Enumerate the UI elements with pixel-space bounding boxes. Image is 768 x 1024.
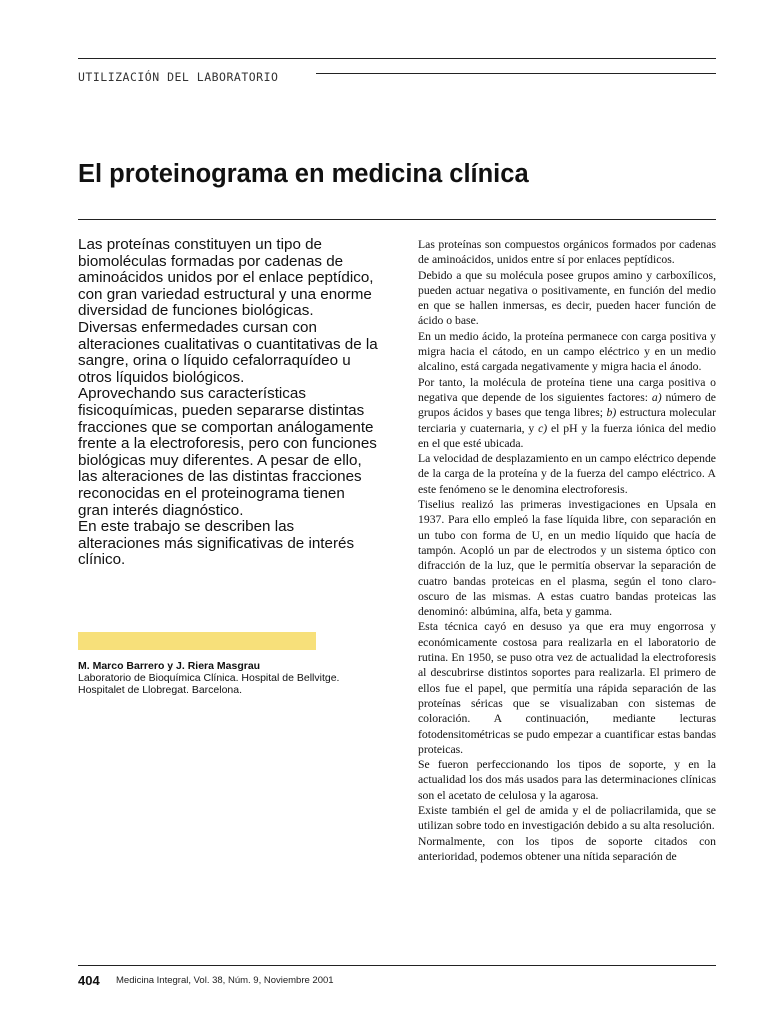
footer-rule [78,965,716,966]
body-paragraph: Se fueron perfeccionando los tipos de soporte, y en la actualidad los dos más usados para las determinaciones clínicas son el acetato de celulosa y la agarosa. [418,758,716,802]
factor-c-text: el pH y la fuerza iónica del medio en el que esté ubicada. [418,421,716,450]
factors-intro: Por tanto, la molécula de proteína tiene una carga positiva o negativa que depende de los siguientes factores: [418,375,716,404]
body-column [418,237,716,864]
abstract-paragraph: Diversas enfermedades cursan con alteraciones cualitativas o cuantitativas de la sangre, orina o líquido cefalorraquídeo u otros líquidos biológicos. [78,318,378,386]
abstract-paragraph: Las proteínas constituyen un tipo de biomoléculas formadas por cadenas de aminoácidos unidos por el enlace peptídico, con gran variedad estructural y una enorme diversidad de funciones biológicas. [78,236,374,320]
author-affiliation: Laboratorio de Bioquímica Clínica. Hospital de Bellvitge. Hospitalet de Llobregat. Barcelona. [78,672,340,697]
top-rule [78,58,716,59]
abstract-paragraph: Aprovechando sus características fisicoquímicas, pueden separarse distintas fracciones que se comportan análogamente frente a la electroforesis, pero con funciones biológicas muy diferentes. A pesar de ello, las alteraciones de las distintas fracciones reconocidas en el proteinograma tienen gran interés diagnóstico. [78,385,377,519]
section-rule [316,73,716,74]
abstract-paragraph: En este trabajo se describen las alteraciones más significativas de interés clínico. [78,518,355,569]
author-names: M. Marco Barrero y J. Riera Masgrau [78,660,261,672]
page-number: 404 [78,973,100,988]
article-title: El proteinograma en medicina clínica [78,160,529,188]
abstract [78,237,378,569]
body-paragraph: Debido a que su molécula posee grupos amino y carboxílicos, pueden actuar negativa o positivamente, en función del medio en que se hallen inmersas, es decir, pueden hacer función de ácido o base. [418,268,716,328]
factor-b-marker: b) [606,406,617,420]
body-paragraph: Esta técnica cayó en desuso ya que era muy engorrosa y económicamente costosa para realizarla en el laboratorio de rutina. En 1950, se puso otra vez de actualidad la electroforesis al descubrirse distintos soportes para realizarla. El primero de ellos fue el papel, que permitía una rápida separación de las proteínas séricas que se visualizaban con sistemas de coloración. A continuación, mediante lecturas fotodensitométricas se pudo empezar a cuantificar estas bandas proteicas. [418,620,716,756]
factor-a-marker: a) [651,390,662,404]
factor-a-text: número de grupos ácidos y bases que tenga libres; [418,390,716,420]
journal-citation: Medicina Integral, Vol. 38, Núm. 9, Noviembre 2001 [116,975,334,986]
body-paragraph: En un medio ácido, la proteína permanece con carga positiva y migra hacia el cátodo, en un campo eléctrico y en un medio alcalino, está cargada negativamente y migra hacia el ánodo. [418,329,716,374]
factor-c-marker: c) [538,421,548,435]
body-paragraph-factors [418,375,716,451]
author-block [78,660,378,697]
factor-b-text: estructura molecular terciaria y cuaternaria, y [418,406,716,435]
body-paragraph: Normalmente, con los tipos de soporte citados con anterioridad, podemos obtener una nítida separación de [418,834,716,863]
body-paragraph: La velocidad de desplazamiento en un campo eléctrico depende de la carga de la proteína y de la fuerza del campo eléctrico. A este fenómeno se le denomina electroforesis. [418,452,716,496]
body-paragraph: Las proteínas son compuestos orgánicos formados por cadenas de aminoácidos, unidos entre sí por enlaces peptídicos. [418,238,716,267]
section-label: UTILIZACIÓN DEL LABORATORIO [78,70,279,84]
body-paragraph: Tiselius realizó las primeras investigaciones en Upsala en 1937. Para ello empleó la fase líquida libre, con separación en un tubo con forma de U, en un medio líquido que hacía de tampón. Acopló un par de electrodos y un sistema óptico con difracción de la luz, que le permitía observar la separación de cuatro bandas proteicas en el plasma, según el tono claro-oscuro de las mismas. A estas cuatro bandas proteicas las denominó: albúmina, alfa, beta y gamma. [418,498,716,619]
highlight-bar [78,632,316,650]
body-paragraph: Existe también el gel de amida y el de poliacrilamida, que se utilizan sobre todo en investigación debido a su alta resolución. [418,803,716,833]
title-rule [78,219,716,220]
